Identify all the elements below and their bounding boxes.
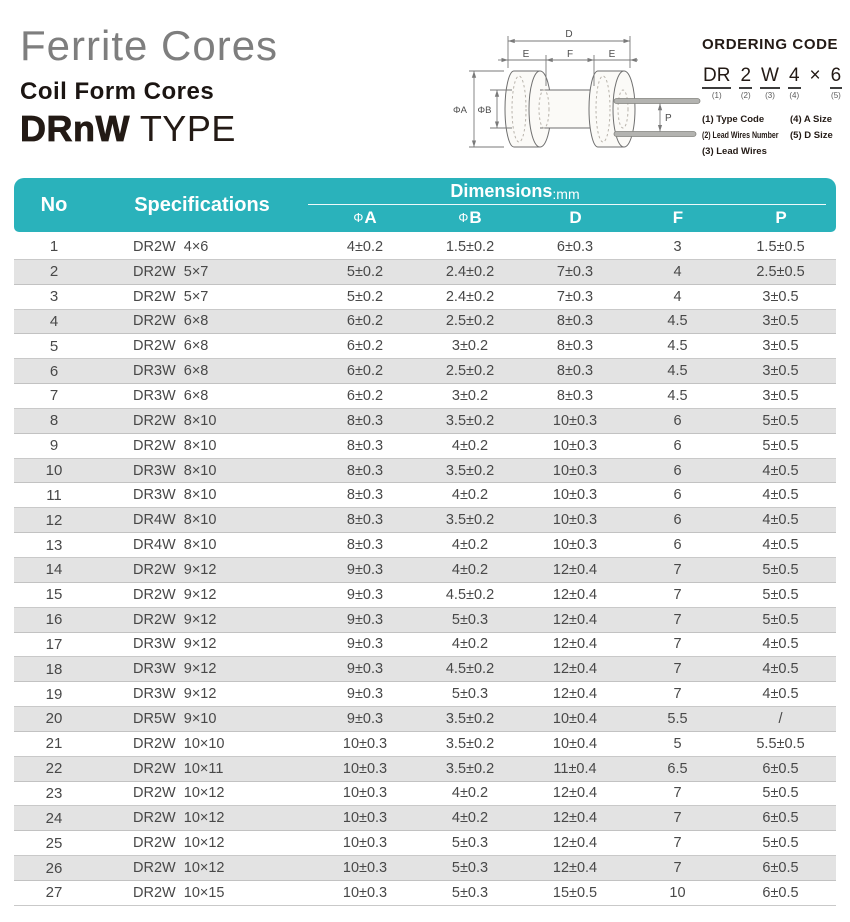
cell-f: 4 bbox=[673, 288, 682, 305]
page-subtitle: Coil Form Cores bbox=[20, 78, 215, 105]
cell-phi-b: 2.5±0.2 bbox=[445, 363, 495, 380]
table-row bbox=[14, 757, 836, 782]
cell-phi-a: 9±0.3 bbox=[346, 636, 384, 653]
cell-specification: DR2W 4×6 bbox=[133, 238, 209, 255]
cell-d: 10±0.3 bbox=[552, 512, 598, 529]
table-row bbox=[14, 409, 836, 434]
cell-specification: DR3W 6×8 bbox=[133, 387, 209, 404]
page-header bbox=[20, 22, 278, 150]
cell-p: 4±0.5 bbox=[762, 661, 799, 678]
column-header-f: F bbox=[672, 208, 684, 227]
cell-p: 3±0.5 bbox=[762, 288, 799, 305]
cell-phi-a: 6±0.2 bbox=[346, 387, 384, 404]
column-header-phi-a: Φ A bbox=[353, 208, 377, 227]
cell-no: 11 bbox=[46, 486, 62, 504]
cell-f: 4.5 bbox=[667, 313, 688, 330]
table-row bbox=[14, 707, 836, 732]
cell-no: 21 bbox=[45, 735, 63, 753]
cell-f: 7 bbox=[673, 860, 682, 877]
cell-phi-b: 2.4±0.2 bbox=[445, 263, 495, 280]
legend-item: (2) Lead Wires Number bbox=[702, 130, 779, 141]
cell-phi-b: 4.5±0.2 bbox=[445, 586, 495, 603]
cell-phi-a: 8±0.3 bbox=[346, 512, 384, 529]
cell-no: 25 bbox=[45, 834, 63, 852]
cell-specification: DR2W 10×10 bbox=[133, 735, 225, 752]
cell-specification: DR2W 10×11 bbox=[133, 760, 224, 777]
cell-phi-b: 1.5±0.2 bbox=[445, 238, 495, 255]
cell-p: 4±0.5 bbox=[762, 487, 799, 504]
cell-specification: DR2W 6×8 bbox=[133, 338, 209, 355]
cell-d: 12±0.4 bbox=[552, 835, 598, 852]
cell-f: 6 bbox=[673, 512, 682, 529]
cell-phi-a: 8±0.3 bbox=[346, 537, 384, 554]
table-row bbox=[14, 806, 836, 831]
cell-p: 4±0.5 bbox=[762, 686, 799, 703]
cell-f: 4.5 bbox=[667, 387, 688, 404]
cell-p: 5±0.5 bbox=[762, 437, 799, 454]
cell-phi-b: 3±0.2 bbox=[451, 338, 489, 355]
cell-no: 24 bbox=[45, 809, 63, 827]
cell-no: 18 bbox=[45, 660, 63, 678]
cell-phi-b: 4±0.2 bbox=[451, 636, 489, 653]
cell-phi-b: 3.5±0.2 bbox=[445, 412, 495, 429]
cell-p: 5±0.5 bbox=[762, 785, 799, 802]
cell-d: 10±0.4 bbox=[552, 735, 598, 752]
cell-phi-b: 5±0.3 bbox=[451, 686, 489, 703]
table-row bbox=[14, 732, 836, 757]
cell-f: 7 bbox=[673, 586, 682, 603]
table-row bbox=[14, 508, 836, 533]
cell-p: 6±0.5 bbox=[762, 884, 799, 901]
table-row bbox=[14, 334, 836, 359]
cell-p: / bbox=[778, 710, 783, 727]
cell-p: 6±0.5 bbox=[762, 810, 799, 827]
cell-no: 3 bbox=[49, 288, 59, 306]
cell-phi-a: 8±0.3 bbox=[346, 487, 384, 504]
cell-phi-a: 10±0.3 bbox=[342, 785, 388, 802]
cell-no: 8 bbox=[49, 412, 59, 430]
ordering-code-title: ORDERING CODE bbox=[702, 36, 839, 53]
cell-phi-a: 9±0.3 bbox=[346, 611, 384, 628]
cell-d: 10±0.4 bbox=[552, 710, 598, 727]
cell-no: 23 bbox=[45, 784, 63, 802]
cell-no: 20 bbox=[45, 710, 63, 728]
cell-specification: DR4W 8×10 bbox=[133, 512, 217, 529]
cell-specification: DR4W 8×10 bbox=[133, 537, 217, 554]
cell-f: 4.5 bbox=[667, 363, 688, 380]
cell-p: 2.5±0.5 bbox=[756, 263, 805, 280]
cell-f: 6 bbox=[673, 412, 682, 429]
cell-no: 17 bbox=[45, 635, 63, 653]
cell-phi-b: 3.5±0.2 bbox=[445, 735, 495, 752]
table-row bbox=[14, 483, 836, 508]
cell-d: 7±0.3 bbox=[556, 288, 594, 305]
cell-phi-b: 5±0.3 bbox=[451, 884, 489, 901]
cell-d: 12±0.4 bbox=[552, 785, 598, 802]
cell-no: 1 bbox=[49, 238, 59, 256]
cell-f: 6 bbox=[673, 537, 682, 554]
code-segment-1: DR (1) bbox=[703, 65, 731, 100]
cell-phi-b: 4±0.2 bbox=[451, 810, 489, 827]
cell-phi-b: 4.5±0.2 bbox=[445, 661, 495, 678]
table-row bbox=[14, 434, 836, 459]
legend-item: (4) A Size bbox=[790, 114, 833, 125]
cell-phi-b: 3±0.2 bbox=[451, 387, 489, 404]
cell-phi-b: 2.5±0.2 bbox=[445, 313, 495, 330]
cell-f: 7 bbox=[673, 636, 682, 653]
cell-p: 3±0.5 bbox=[762, 338, 799, 355]
cell-p: 5±0.5 bbox=[762, 561, 799, 578]
cell-phi-a: 10±0.3 bbox=[342, 835, 388, 852]
cell-phi-a: 10±0.3 bbox=[342, 735, 388, 752]
table-row bbox=[14, 608, 836, 633]
cell-specification: DR3W 9×12 bbox=[133, 661, 217, 678]
table-body bbox=[14, 235, 836, 906]
label-f: F bbox=[566, 49, 574, 60]
cell-p: 1.5±0.5 bbox=[756, 238, 805, 255]
table-row bbox=[14, 583, 836, 608]
table-row bbox=[14, 856, 836, 881]
cell-p: 4±0.5 bbox=[762, 462, 799, 479]
cell-p: 5±0.5 bbox=[762, 835, 799, 852]
cell-d: 12±0.4 bbox=[552, 611, 598, 628]
table-row bbox=[14, 782, 836, 807]
cell-phi-a: 10±0.3 bbox=[342, 810, 388, 827]
cell-phi-a: 9±0.3 bbox=[346, 686, 384, 703]
table-row bbox=[14, 359, 836, 384]
cell-f: 7 bbox=[673, 561, 682, 578]
cell-f: 6 bbox=[673, 462, 682, 479]
cell-phi-a: 10±0.3 bbox=[342, 884, 388, 901]
cell-d: 12±0.4 bbox=[552, 860, 598, 877]
cell-phi-a: 6±0.2 bbox=[346, 363, 384, 380]
legend-item: (3) Lead Wires bbox=[702, 146, 767, 157]
cell-f: 7 bbox=[673, 810, 682, 827]
cell-specification: DR2W 9×12 bbox=[133, 611, 217, 628]
cell-d: 8±0.3 bbox=[556, 363, 594, 380]
cell-phi-b: 5±0.3 bbox=[451, 611, 489, 628]
cell-d: 8±0.3 bbox=[556, 313, 594, 330]
type-title bbox=[20, 108, 278, 150]
cell-no: 12 bbox=[45, 511, 63, 529]
cell-phi-a: 10±0.3 bbox=[342, 860, 388, 877]
table-row bbox=[14, 831, 836, 856]
cell-d: 10±0.3 bbox=[552, 487, 598, 504]
cell-phi-a: 9±0.3 bbox=[346, 710, 384, 727]
cell-specification: DR2W 8×10 bbox=[133, 412, 217, 429]
cell-d: 6±0.3 bbox=[556, 238, 594, 255]
cell-d: 8±0.3 bbox=[556, 338, 594, 355]
table-row bbox=[14, 459, 836, 484]
label-phi-a: ΦA bbox=[453, 105, 467, 116]
cell-phi-b: 5±0.3 bbox=[451, 860, 489, 877]
cell-specification: DR2W 10×12 bbox=[133, 785, 225, 802]
cell-specification: DR2W 10×12 bbox=[133, 810, 225, 827]
cell-phi-b: 4±0.2 bbox=[451, 561, 489, 578]
table-row bbox=[14, 310, 836, 335]
cell-f: 5 bbox=[673, 735, 682, 752]
cell-f: 4 bbox=[673, 263, 682, 280]
cell-phi-a: 6±0.2 bbox=[346, 338, 384, 355]
cell-no: 7 bbox=[49, 387, 59, 405]
column-header-specifications: Specifications bbox=[134, 193, 270, 216]
cell-specification: DR3W 6×8 bbox=[133, 363, 209, 380]
cell-phi-b: 5±0.3 bbox=[451, 835, 489, 852]
code-segment-2: 2 (2) bbox=[740, 65, 752, 100]
code-segment-separator: × bbox=[809, 65, 821, 86]
cell-no: 22 bbox=[45, 760, 63, 778]
cell-phi-a: 8±0.3 bbox=[346, 462, 384, 479]
cell-no: 19 bbox=[45, 685, 63, 703]
cell-d: 12±0.4 bbox=[552, 561, 598, 578]
page-title: Ferrite Cores bbox=[20, 22, 279, 69]
label-e-right: E bbox=[608, 49, 616, 60]
ordering-code-row bbox=[702, 66, 848, 100]
cell-d: 10±0.3 bbox=[552, 462, 598, 479]
dimensions-group-header: Dimensions :mm bbox=[450, 181, 580, 202]
table-row bbox=[14, 633, 836, 658]
table-row bbox=[14, 384, 836, 409]
cell-f: 7 bbox=[673, 835, 682, 852]
cell-d: 15±0.5 bbox=[552, 884, 598, 901]
cell-phi-b: 3.5±0.2 bbox=[445, 462, 495, 479]
cell-f: 5.5 bbox=[667, 710, 688, 727]
table-row bbox=[14, 235, 836, 260]
cell-p: 4±0.5 bbox=[762, 636, 799, 653]
cell-d: 11±0.4 bbox=[553, 760, 597, 777]
cell-phi-a: 5±0.2 bbox=[346, 263, 384, 280]
cell-no: 27 bbox=[45, 884, 63, 902]
type-suffix: TYPE bbox=[129, 108, 236, 149]
cell-d: 10±0.3 bbox=[552, 437, 598, 454]
cell-no: 9 bbox=[49, 437, 59, 455]
column-header-p: P bbox=[775, 208, 787, 227]
cell-phi-a: 8±0.3 bbox=[346, 437, 384, 454]
cell-d: 10±0.3 bbox=[552, 412, 598, 429]
cell-phi-b: 4±0.2 bbox=[451, 537, 489, 554]
cell-d: 7±0.3 bbox=[556, 263, 594, 280]
legend-item: (1) Type Code bbox=[702, 114, 765, 125]
legend-right-column bbox=[790, 112, 833, 144]
cell-specification: DR3W 9×12 bbox=[133, 636, 217, 653]
cell-specification: DR2W 9×12 bbox=[133, 586, 217, 603]
table-row bbox=[14, 881, 836, 906]
cell-d: 8±0.3 bbox=[556, 387, 594, 404]
cell-specification: DR2W 6×8 bbox=[133, 313, 209, 330]
cell-phi-b: 4±0.2 bbox=[451, 437, 489, 454]
cell-specification: DR2W 10×12 bbox=[133, 835, 225, 852]
cell-phi-a: 8±0.3 bbox=[346, 412, 384, 429]
cell-phi-a: 4±0.2 bbox=[346, 238, 384, 255]
label-d: D bbox=[565, 29, 573, 40]
cell-specification: DR2W 5×7 bbox=[133, 263, 209, 280]
cell-d: 12±0.4 bbox=[552, 686, 598, 703]
table-row bbox=[14, 285, 836, 310]
cell-f: 10 bbox=[669, 884, 686, 901]
cell-no: 16 bbox=[45, 611, 63, 629]
cell-specification: DR3W 8×10 bbox=[133, 487, 217, 504]
cell-specification: DR2W 10×15 bbox=[133, 884, 225, 901]
ordering-code-block bbox=[702, 36, 848, 157]
cell-no: 4 bbox=[49, 312, 59, 330]
cell-phi-a: 5±0.2 bbox=[346, 288, 384, 305]
cell-phi-a: 9±0.3 bbox=[346, 561, 384, 578]
label-phi-b: ΦB bbox=[477, 105, 492, 116]
cell-p: 6±0.5 bbox=[762, 760, 799, 777]
cell-d: 12±0.4 bbox=[552, 636, 598, 653]
cell-specification: DR3W 8×10 bbox=[133, 462, 217, 479]
code-segment-3: W (3) bbox=[761, 65, 779, 100]
core-drawing-svg bbox=[438, 12, 708, 164]
cell-f: 7 bbox=[673, 686, 682, 703]
cell-p: 3±0.5 bbox=[762, 313, 799, 330]
column-header-phi-b: Φ B bbox=[458, 208, 482, 227]
table-row bbox=[14, 260, 836, 285]
column-header-d: D bbox=[569, 208, 582, 227]
cell-specification: DR5W 9×10 bbox=[133, 710, 217, 727]
cell-no: 5 bbox=[49, 337, 59, 355]
table-header bbox=[14, 178, 836, 232]
cell-specification: DR2W 9×12 bbox=[133, 561, 217, 578]
cell-phi-b: 4±0.2 bbox=[451, 785, 489, 802]
cell-phi-b: 4±0.2 bbox=[451, 487, 489, 504]
table-row bbox=[14, 657, 836, 682]
type-name: DRnW bbox=[20, 108, 130, 149]
legend-item: (5) D Size bbox=[790, 130, 833, 141]
cell-no: 6 bbox=[49, 362, 59, 380]
cell-f: 7 bbox=[673, 785, 682, 802]
cell-specification: DR2W 10×12 bbox=[133, 860, 225, 877]
table-row bbox=[14, 533, 836, 558]
cell-d: 12±0.4 bbox=[552, 810, 598, 827]
cell-no: 15 bbox=[45, 586, 63, 604]
cell-d: 10±0.3 bbox=[552, 537, 598, 554]
cell-f: 6 bbox=[673, 437, 682, 454]
cell-specification: DR2W 8×10 bbox=[133, 437, 217, 454]
specifications-table bbox=[14, 178, 836, 906]
cell-no: 10 bbox=[45, 462, 63, 480]
header-divider-line bbox=[308, 204, 826, 205]
dimension-diagram bbox=[438, 12, 708, 164]
cell-f: 7 bbox=[673, 661, 682, 678]
cell-f: 7 bbox=[673, 611, 682, 628]
cell-phi-a: 9±0.3 bbox=[346, 661, 384, 678]
cell-p: 3±0.5 bbox=[762, 387, 799, 404]
cell-phi-b: 3.5±0.2 bbox=[445, 512, 495, 529]
cell-no: 2 bbox=[49, 263, 59, 281]
cell-phi-b: 2.4±0.2 bbox=[445, 288, 495, 305]
table-row bbox=[14, 558, 836, 583]
cell-specification: DR2W 5×7 bbox=[133, 288, 209, 305]
cell-p: 4±0.5 bbox=[762, 512, 799, 529]
cell-phi-a: 6±0.2 bbox=[346, 313, 384, 330]
cell-f: 6.5 bbox=[667, 760, 688, 777]
cell-no: 13 bbox=[45, 536, 63, 554]
cell-phi-a: 10±0.3 bbox=[342, 760, 388, 777]
cell-d: 12±0.4 bbox=[552, 586, 598, 603]
cell-p: 6±0.5 bbox=[762, 860, 799, 877]
cell-phi-a: 9±0.3 bbox=[346, 586, 384, 603]
cell-no: 26 bbox=[45, 859, 63, 877]
cell-p: 5±0.5 bbox=[762, 611, 799, 628]
cell-f: 6 bbox=[673, 487, 682, 504]
cell-f: 3 bbox=[673, 238, 682, 255]
table-row bbox=[14, 682, 836, 707]
cell-p: 4±0.5 bbox=[762, 537, 799, 554]
label-p: P bbox=[665, 113, 672, 124]
cell-no: 14 bbox=[45, 561, 63, 579]
cell-specification: DR3W 9×12 bbox=[133, 686, 217, 703]
code-segment-5: 6 (5) bbox=[830, 65, 842, 100]
cell-f: 4.5 bbox=[667, 338, 688, 355]
cell-phi-b: 3.5±0.2 bbox=[445, 760, 495, 777]
column-header-no: No bbox=[40, 193, 68, 216]
cell-d: 12±0.4 bbox=[552, 661, 598, 678]
cell-p: 5±0.5 bbox=[762, 412, 799, 429]
cell-p: 3±0.5 bbox=[762, 363, 799, 380]
code-segment-4: 4 (4) bbox=[788, 65, 800, 100]
cell-phi-b: 3.5±0.2 bbox=[445, 710, 495, 727]
cell-p: 5.5±0.5 bbox=[756, 735, 805, 752]
cell-p: 5±0.5 bbox=[762, 586, 799, 603]
label-e-left: E bbox=[522, 49, 530, 60]
